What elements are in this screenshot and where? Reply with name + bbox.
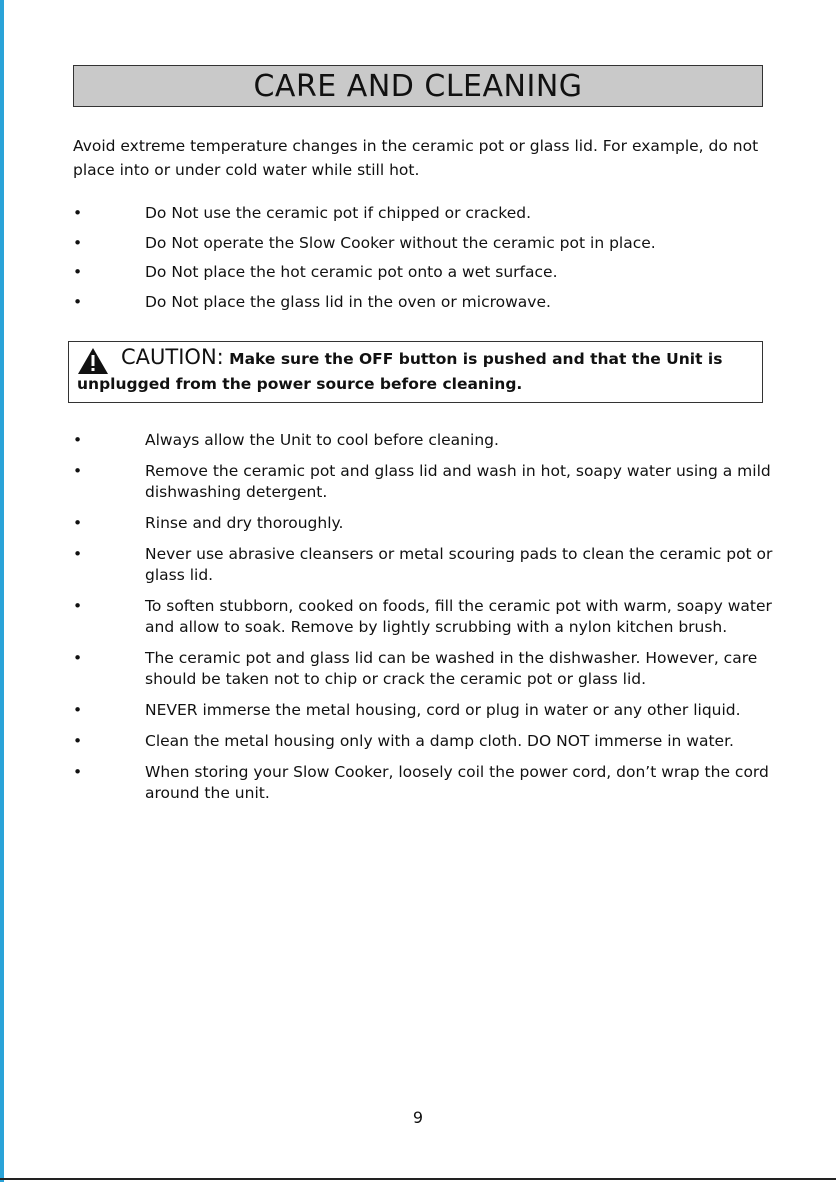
list-item-text: Always allow the Unit to cool before cleaning. bbox=[145, 431, 499, 449]
caution-text-1: Make sure the OFF button is pushed and that the Unit is bbox=[229, 350, 723, 368]
bullet-icon: • bbox=[73, 204, 83, 222]
bullet-icon: • bbox=[73, 701, 83, 719]
list-item bbox=[73, 261, 783, 283]
list-item bbox=[73, 544, 783, 586]
list-item bbox=[73, 430, 783, 451]
bullet-icon: • bbox=[73, 462, 83, 480]
list-item bbox=[73, 513, 783, 534]
list-item bbox=[73, 202, 783, 224]
caution-text-2: unplugged from the power source before cleaning. bbox=[77, 375, 523, 393]
list-item-text: Do Not place the glass lid in the oven or microwave. bbox=[145, 292, 551, 311]
list-item-text: Do Not place the hot ceramic pot onto a wet surface. bbox=[145, 263, 558, 282]
bullet-icon: • bbox=[73, 763, 83, 781]
list-item-text: To soften stubborn, cooked on foods, fill the ceramic pot with warm, soapy water and allow to soak. Remove by lightly scrubbing with a nylon kitchen brush. bbox=[145, 597, 772, 636]
list-item bbox=[73, 648, 783, 690]
list-item-text: NEVER immerse the metal housing, cord or plug in water or any other liquid. bbox=[145, 701, 741, 719]
page-edge-accent bbox=[0, 0, 4, 1182]
bullet-icon: • bbox=[73, 732, 83, 750]
bullet-icon: • bbox=[73, 292, 83, 311]
caution-label: CAUTION: bbox=[121, 345, 224, 369]
cleaning-steps-list bbox=[73, 430, 783, 814]
list-item-text: Do Not use the ceramic pot if chipped or cracked. bbox=[145, 204, 532, 222]
bullet-icon: • bbox=[73, 649, 83, 667]
intro-paragraph: Avoid extreme temperature changes in the ceramic pot or glass lid. For example, do not place into or under cold water while still hot. bbox=[73, 137, 759, 179]
bullet-icon: • bbox=[73, 431, 83, 449]
caution-box bbox=[68, 341, 763, 403]
list-item-text: The ceramic pot and glass lid can be washed in the dishwasher. However, care should be taken not to chip or crack the ceramic pot or glass lid. bbox=[145, 649, 758, 688]
list-item bbox=[73, 700, 783, 721]
list-item bbox=[73, 762, 783, 804]
bullet-icon: • bbox=[73, 545, 83, 563]
bullet-icon: • bbox=[73, 597, 83, 615]
page-bottom-rule bbox=[0, 1178, 836, 1180]
precautions-list bbox=[73, 202, 783, 320]
caution-line-1 bbox=[121, 344, 754, 372]
page-title: CARE AND CLEANING bbox=[253, 68, 583, 104]
list-item-text: Do Not operate the Slow Cooker without the ceramic pot in place. bbox=[145, 233, 656, 252]
list-item bbox=[73, 731, 783, 752]
list-item bbox=[73, 291, 783, 313]
list-item bbox=[73, 461, 783, 503]
list-item-text: Rinse and dry thoroughly. bbox=[145, 514, 344, 532]
list-item-text: Never use abrasive cleansers or metal scouring pads to clean the ceramic pot or glass lid. bbox=[145, 545, 773, 584]
page-number: 9 bbox=[412, 1108, 424, 1127]
list-item bbox=[73, 596, 783, 638]
bullet-icon: • bbox=[73, 514, 83, 532]
list-item-text: When storing your Slow Cooker, loosely coil the power cord, don’t wrap the cord around the unit. bbox=[145, 763, 769, 802]
warning-triangle-icon bbox=[77, 346, 109, 376]
section-title-box bbox=[73, 65, 763, 107]
bullet-icon: • bbox=[73, 233, 83, 252]
list-item-text: Clean the metal housing only with a damp cloth. DO NOT immerse in water. bbox=[145, 732, 734, 750]
bullet-icon: • bbox=[73, 263, 83, 282]
list-item-text: Remove the ceramic pot and glass lid and wash in hot, soapy water using a mild dishwashing detergent. bbox=[145, 462, 771, 501]
list-item bbox=[73, 232, 783, 254]
